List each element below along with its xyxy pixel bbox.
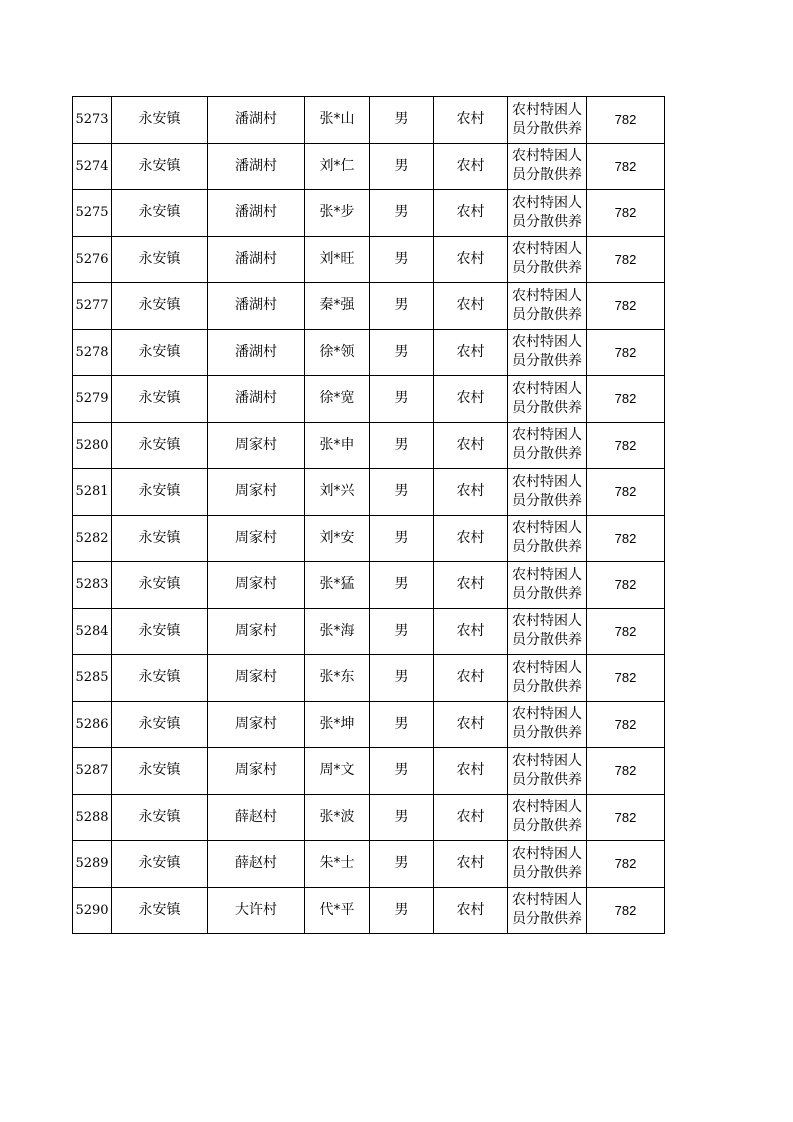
id-cell: 5274: [73, 143, 112, 190]
town-cell: 永安镇: [112, 422, 208, 469]
town-cell: 永安镇: [112, 794, 208, 841]
name-cell: 张*海: [305, 608, 370, 655]
household-type-cell: 农村: [434, 376, 508, 423]
amount-cell: 782: [587, 887, 665, 934]
table-row: [73, 376, 665, 423]
town-cell: 永安镇: [112, 329, 208, 376]
id-cell: 5285: [73, 655, 112, 702]
id-cell: 5280: [73, 422, 112, 469]
table-row: [73, 97, 665, 144]
table-row: [73, 748, 665, 795]
table-row: [73, 701, 665, 748]
village-cell: 周家村: [208, 422, 305, 469]
name-cell: 秦*强: [305, 283, 370, 330]
gender-cell: 男: [370, 701, 434, 748]
name-cell: 刘*仁: [305, 143, 370, 190]
table-row: [73, 655, 665, 702]
gender-cell: 男: [370, 143, 434, 190]
name-cell: 徐*宽: [305, 376, 370, 423]
table-row: [73, 143, 665, 190]
category-cell: 农村特困人员分散供养: [508, 283, 587, 330]
id-cell: 5281: [73, 469, 112, 516]
town-cell: 永安镇: [112, 236, 208, 283]
amount-cell: 782: [587, 515, 665, 562]
village-cell: 周家村: [208, 748, 305, 795]
gender-cell: 男: [370, 515, 434, 562]
town-cell: 永安镇: [112, 748, 208, 795]
gender-cell: 男: [370, 562, 434, 609]
gender-cell: 男: [370, 329, 434, 376]
amount-cell: 782: [587, 190, 665, 237]
amount-cell: 782: [587, 794, 665, 841]
amount-cell: 782: [587, 376, 665, 423]
amount-cell: 782: [587, 841, 665, 888]
household-type-cell: 农村: [434, 748, 508, 795]
name-cell: 张*坤: [305, 701, 370, 748]
gender-cell: 男: [370, 887, 434, 934]
town-cell: 永安镇: [112, 469, 208, 516]
town-cell: 永安镇: [112, 190, 208, 237]
town-cell: 永安镇: [112, 701, 208, 748]
table-body: [73, 97, 665, 934]
amount-cell: 782: [587, 608, 665, 655]
table-row: [73, 190, 665, 237]
village-cell: 薛赵村: [208, 841, 305, 888]
amount-cell: 782: [587, 701, 665, 748]
household-type-cell: 农村: [434, 236, 508, 283]
name-cell: 徐*领: [305, 329, 370, 376]
id-cell: 5290: [73, 887, 112, 934]
town-cell: 永安镇: [112, 283, 208, 330]
village-cell: 潘湖村: [208, 236, 305, 283]
table-row: [73, 841, 665, 888]
household-type-cell: 农村: [434, 190, 508, 237]
village-cell: 潘湖村: [208, 376, 305, 423]
amount-cell: 782: [587, 283, 665, 330]
village-cell: 潘湖村: [208, 283, 305, 330]
gender-cell: 男: [370, 236, 434, 283]
category-cell: 农村特困人员分散供养: [508, 143, 587, 190]
id-cell: 5288: [73, 794, 112, 841]
village-cell: 周家村: [208, 515, 305, 562]
town-cell: 永安镇: [112, 143, 208, 190]
village-cell: 周家村: [208, 655, 305, 702]
name-cell: 张*山: [305, 97, 370, 144]
name-cell: 周*文: [305, 748, 370, 795]
amount-cell: 782: [587, 422, 665, 469]
village-cell: 周家村: [208, 701, 305, 748]
household-type-cell: 农村: [434, 283, 508, 330]
name-cell: 张*猛: [305, 562, 370, 609]
gender-cell: 男: [370, 794, 434, 841]
id-cell: 5278: [73, 329, 112, 376]
household-type-cell: 农村: [434, 608, 508, 655]
amount-cell: 782: [587, 748, 665, 795]
category-cell: 农村特困人员分散供养: [508, 469, 587, 516]
id-cell: 5287: [73, 748, 112, 795]
category-cell: 农村特困人员分散供养: [508, 794, 587, 841]
amount-cell: 782: [587, 236, 665, 283]
amount-cell: 782: [587, 469, 665, 516]
town-cell: 永安镇: [112, 97, 208, 144]
town-cell: 永安镇: [112, 376, 208, 423]
category-cell: 农村特困人员分散供养: [508, 841, 587, 888]
name-cell: 代*平: [305, 887, 370, 934]
category-cell: 农村特困人员分散供养: [508, 887, 587, 934]
village-cell: 周家村: [208, 469, 305, 516]
table-row: [73, 562, 665, 609]
category-cell: 农村特困人员分散供养: [508, 608, 587, 655]
village-cell: 大许村: [208, 887, 305, 934]
household-type-cell: 农村: [434, 329, 508, 376]
category-cell: 农村特困人员分散供养: [508, 190, 587, 237]
village-cell: 周家村: [208, 608, 305, 655]
table-row: [73, 329, 665, 376]
id-cell: 5279: [73, 376, 112, 423]
name-cell: 朱*士: [305, 841, 370, 888]
amount-cell: 782: [587, 329, 665, 376]
town-cell: 永安镇: [112, 608, 208, 655]
name-cell: 张*申: [305, 422, 370, 469]
household-type-cell: 农村: [434, 794, 508, 841]
village-cell: 周家村: [208, 562, 305, 609]
id-cell: 5284: [73, 608, 112, 655]
gender-cell: 男: [370, 655, 434, 702]
amount-cell: 782: [587, 97, 665, 144]
household-type-cell: 农村: [434, 469, 508, 516]
village-cell: 潘湖村: [208, 190, 305, 237]
table-row: [73, 236, 665, 283]
gender-cell: 男: [370, 608, 434, 655]
village-cell: 潘湖村: [208, 329, 305, 376]
name-cell: 刘*旺: [305, 236, 370, 283]
household-type-cell: 农村: [434, 422, 508, 469]
table-row: [73, 283, 665, 330]
name-cell: 刘*安: [305, 515, 370, 562]
village-cell: 薛赵村: [208, 794, 305, 841]
id-cell: 5289: [73, 841, 112, 888]
name-cell: 张*东: [305, 655, 370, 702]
amount-cell: 782: [587, 143, 665, 190]
category-cell: 农村特困人员分散供养: [508, 236, 587, 283]
category-cell: 农村特困人员分散供养: [508, 515, 587, 562]
household-type-cell: 农村: [434, 655, 508, 702]
gender-cell: 男: [370, 841, 434, 888]
category-cell: 农村特困人员分散供养: [508, 97, 587, 144]
category-cell: 农村特困人员分散供养: [508, 422, 587, 469]
household-type-cell: 农村: [434, 515, 508, 562]
amount-cell: 782: [587, 562, 665, 609]
household-type-cell: 农村: [434, 143, 508, 190]
category-cell: 农村特困人员分散供养: [508, 748, 587, 795]
table-row: [73, 515, 665, 562]
household-type-cell: 农村: [434, 887, 508, 934]
gender-cell: 男: [370, 422, 434, 469]
id-cell: 5275: [73, 190, 112, 237]
gender-cell: 男: [370, 469, 434, 516]
amount-cell: 782: [587, 655, 665, 702]
id-cell: 5273: [73, 97, 112, 144]
gender-cell: 男: [370, 190, 434, 237]
table-row: [73, 794, 665, 841]
name-cell: 张*波: [305, 794, 370, 841]
town-cell: 永安镇: [112, 887, 208, 934]
gender-cell: 男: [370, 376, 434, 423]
id-cell: 5277: [73, 283, 112, 330]
household-type-cell: 农村: [434, 562, 508, 609]
village-cell: 潘湖村: [208, 143, 305, 190]
town-cell: 永安镇: [112, 841, 208, 888]
household-type-cell: 农村: [434, 97, 508, 144]
table-row: [73, 608, 665, 655]
table-row: [73, 469, 665, 516]
id-cell: 5282: [73, 515, 112, 562]
id-cell: 5283: [73, 562, 112, 609]
town-cell: 永安镇: [112, 515, 208, 562]
village-cell: 潘湖村: [208, 97, 305, 144]
table-row: [73, 887, 665, 934]
beneficiary-table: [72, 96, 665, 934]
household-type-cell: 农村: [434, 701, 508, 748]
table-row: [73, 422, 665, 469]
category-cell: 农村特困人员分散供养: [508, 329, 587, 376]
name-cell: 刘*兴: [305, 469, 370, 516]
household-type-cell: 农村: [434, 841, 508, 888]
town-cell: 永安镇: [112, 562, 208, 609]
id-cell: 5276: [73, 236, 112, 283]
name-cell: 张*步: [305, 190, 370, 237]
category-cell: 农村特困人员分散供养: [508, 562, 587, 609]
gender-cell: 男: [370, 283, 434, 330]
category-cell: 农村特困人员分散供养: [508, 655, 587, 702]
category-cell: 农村特困人员分散供养: [508, 701, 587, 748]
gender-cell: 男: [370, 97, 434, 144]
category-cell: 农村特困人员分散供养: [508, 376, 587, 423]
gender-cell: 男: [370, 748, 434, 795]
town-cell: 永安镇: [112, 655, 208, 702]
id-cell: 5286: [73, 701, 112, 748]
